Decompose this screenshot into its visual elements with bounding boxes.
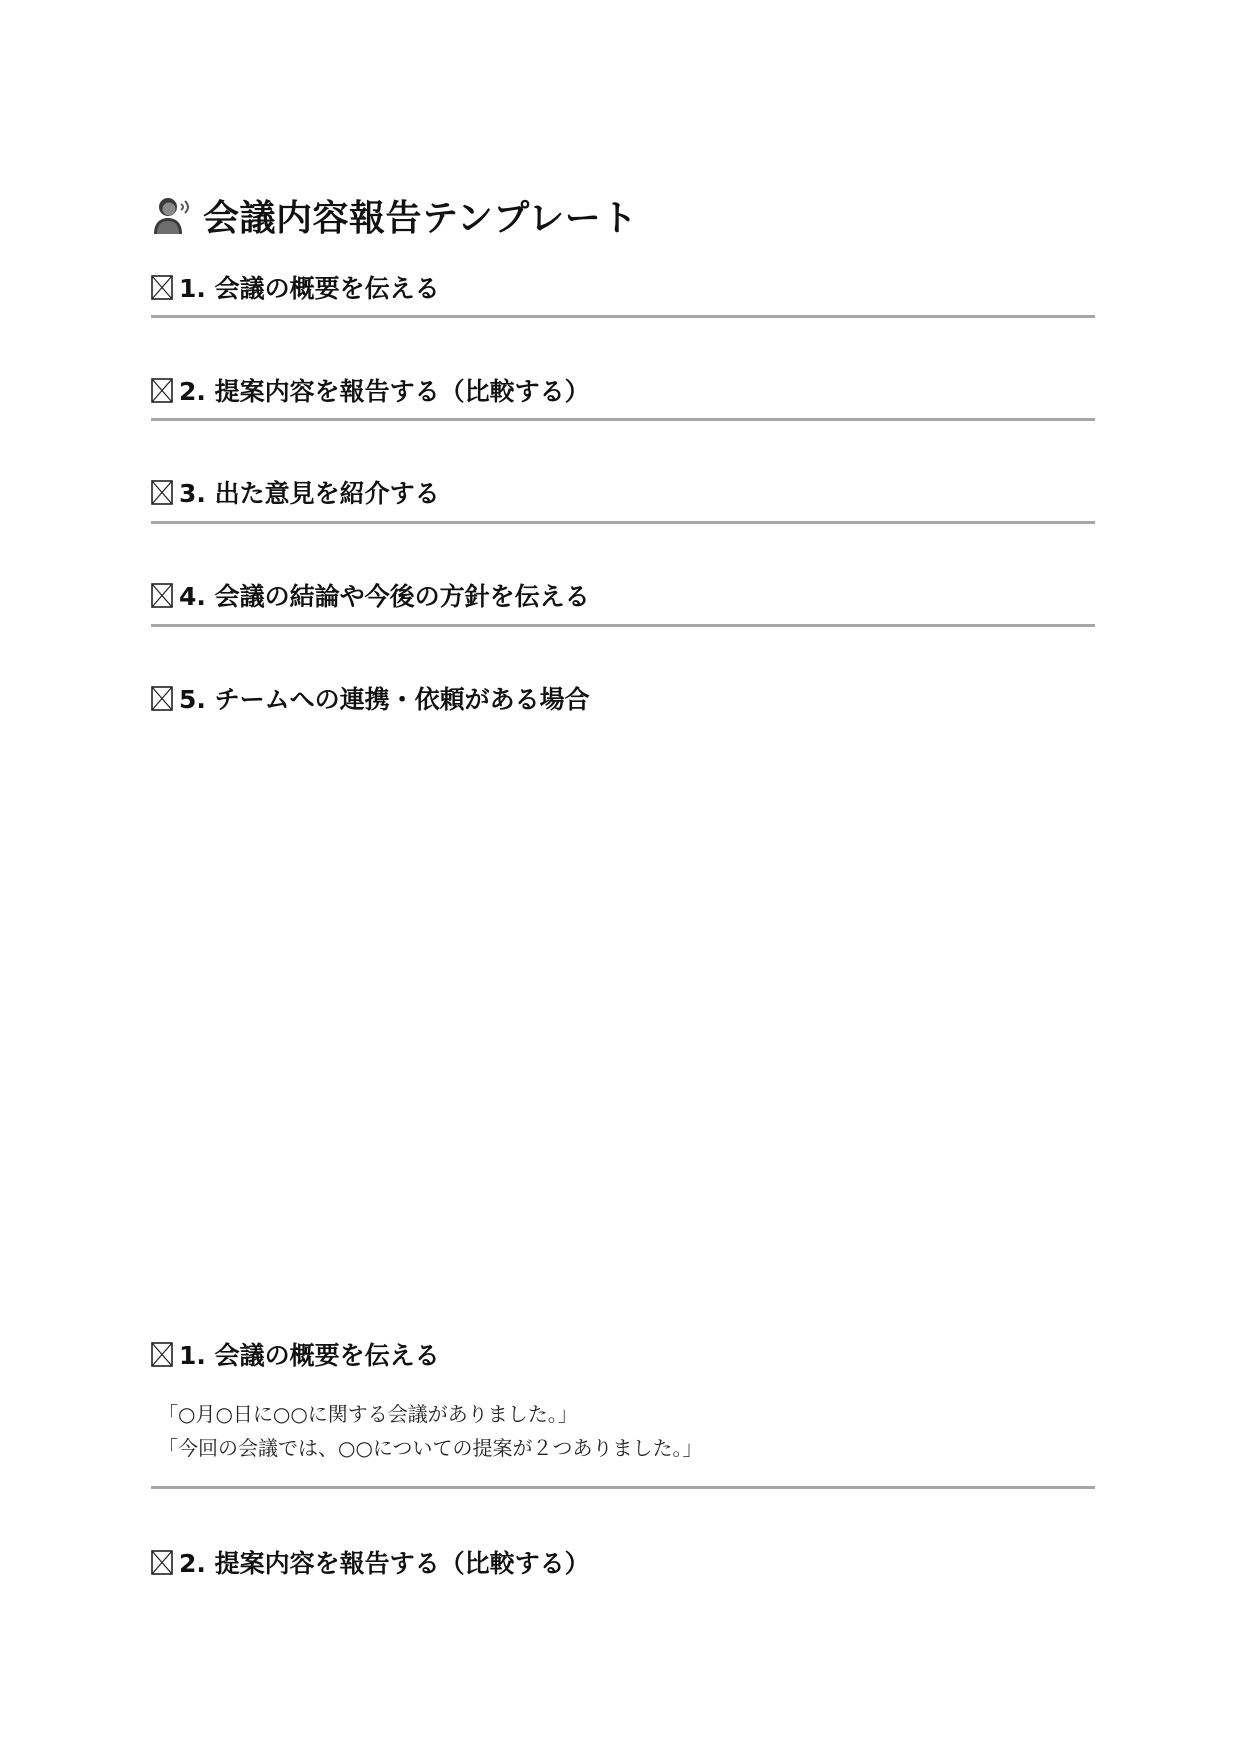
outline-heading-5 xyxy=(151,678,590,718)
checkbox-icon xyxy=(151,275,173,300)
checkbox-icon xyxy=(151,378,173,403)
outline-heading-label: 2. 提案内容を報告する（比較する） xyxy=(179,377,590,406)
checkbox-icon xyxy=(151,1342,173,1367)
section-heading-1 xyxy=(151,1334,440,1374)
divider xyxy=(151,521,1095,524)
page-title xyxy=(151,190,638,240)
page-title-text: 会議内容報告テンプレート xyxy=(203,197,638,239)
outline-heading-label: 1. 会議の概要を伝える xyxy=(179,274,440,303)
outline-heading-label: 4. 会議の結論や今後の方針を伝える xyxy=(179,582,590,611)
section-heading-2 xyxy=(151,1542,590,1582)
outline-heading-1 xyxy=(151,267,440,307)
divider xyxy=(151,418,1095,421)
section-body-line: 「今回の会議では、○○についての提案が２つありました。」 xyxy=(158,1436,703,1460)
outline-heading-label: 5. チームへの連携・依頼がある場合 xyxy=(179,685,590,714)
checkbox-icon xyxy=(151,686,173,711)
checkbox-icon xyxy=(151,480,173,505)
divider xyxy=(151,315,1095,318)
outline-heading-3 xyxy=(151,472,440,512)
speaking-person-icon xyxy=(151,194,193,236)
divider xyxy=(151,1486,1095,1489)
section-heading-label: 2. 提案内容を報告する（比較する） xyxy=(179,1549,590,1578)
divider xyxy=(151,624,1095,627)
outline-heading-2 xyxy=(151,370,590,410)
checkbox-icon xyxy=(151,583,173,608)
outline-heading-label: 3. 出た意見を紹介する xyxy=(179,479,440,508)
checkbox-icon xyxy=(151,1550,173,1575)
outline-heading-4 xyxy=(151,575,590,615)
section-heading-label: 1. 会議の概要を伝える xyxy=(179,1341,440,1370)
section-body-line: 「○月○日に○○に関する会議がありました。」 xyxy=(158,1402,578,1426)
